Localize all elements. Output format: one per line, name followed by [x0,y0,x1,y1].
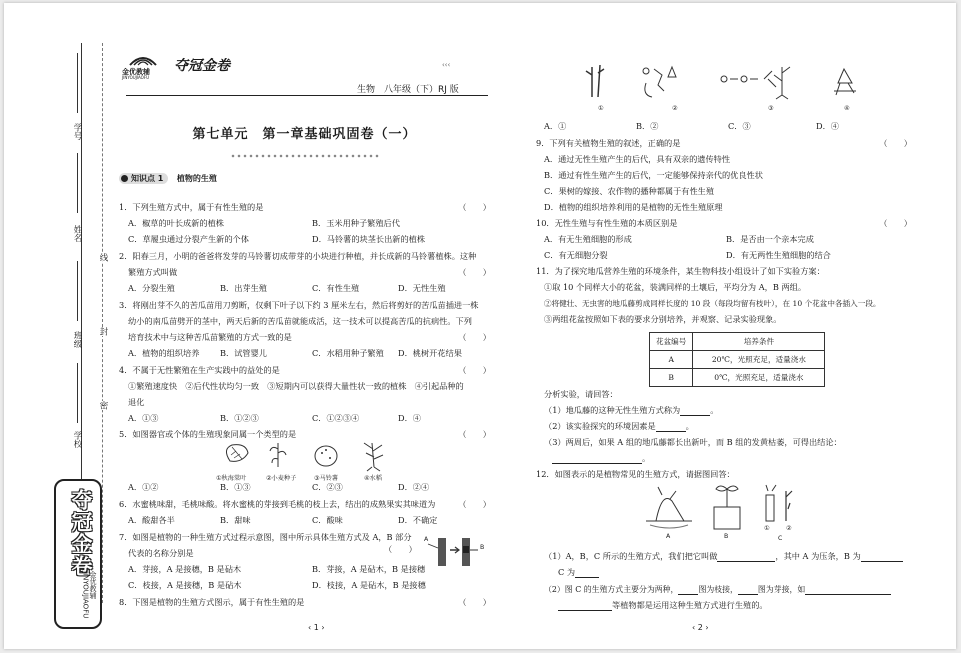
q7-option-b[interactable]: B．芽接，A 是砧木，B 是接穗 [312,564,426,574]
q11-step-3: ③两组花盆按照如下表的要求分别培养，并观察、记录实验现象。 [544,314,782,324]
cut-line [102,43,103,603]
exam-spread [4,3,956,649]
q8-plants-icon [572,61,872,105]
q6-option-a[interactable]: A．酸甜各半 [128,515,175,525]
knowledge-point [119,173,217,184]
q11-answer-2-text: （2）该实验探究的环境因素是 [544,421,656,431]
q1-stem: 1．下列生殖方式中，属于有性生殖的是 [119,202,264,212]
q8-fig-1: ① [598,105,604,112]
label-xuexiao: 学校 [72,431,82,448]
q7-figure [424,530,490,572]
header-rule [126,95,488,96]
q12-label-a: A [666,533,671,540]
q5-option-b[interactable]: B．①③ [220,482,251,492]
q11-answer-1-text: （1）地瓜藤的这种无性生殖方式称为 [544,405,681,415]
q11-answer-3-end: 。 [642,453,651,463]
q5-option-a[interactable]: A．①② [128,482,159,492]
q8-fig-2: ② [672,105,678,112]
q4-statements-2: 退化 [128,397,145,407]
q9-stem: 9．下列有关植物生殖的叙述，正确的是 [536,138,681,148]
q8-option-d[interactable]: D．④ [816,121,839,131]
q12-blank-1[interactable] [717,553,775,562]
q6-option-d[interactable]: D．不确定 [398,515,438,525]
q9-option-a[interactable]: A．通过无性生殖产生的后代，具有双亲的遗传特性 [544,154,731,164]
seal-mi: 密 [98,401,108,410]
brand-pinyin: JINYOUJIAOFU [122,75,150,80]
series-name: 夺冠金卷 [174,58,230,74]
q3-paren[interactable]: （ ） [458,332,491,342]
q2-stem-2: 繁殖方式叫做 [128,267,178,277]
q12-answer-2-text-2: 图为枝接， [698,585,738,594]
q11-answer-1-end: 。 [710,405,719,415]
page-title: 第七单元 第一章基础巩固卷（一） [192,127,417,142]
q4-paren[interactable]: （ ） [458,365,491,375]
page-number-right-value: 2 [697,623,703,632]
q5-plants-icon [212,439,402,473]
q12-answer-2-text-4: 等植物都是运用这种生殖方式进行生殖的。 [612,600,768,610]
q11-answer-3-line [552,453,650,464]
q10-paren[interactable]: （ ） [879,218,912,228]
q11-ask: 分析实验，请回答： [544,389,618,399]
q12-blank-6[interactable] [805,586,891,595]
q12-stem: 12．如图表示的是植物常见的生殖方式，请据图回答： [536,469,735,479]
q2-paren[interactable]: （ ） [458,267,491,277]
q6-option-b[interactable]: B．甜味 [220,515,251,525]
q12-label-b: B [724,533,729,540]
q1-option-d[interactable]: D．马铃薯的块茎长出新的植株 [312,234,426,244]
table-row [650,351,825,369]
q12-answer-2-text-3: 图为芽接，如 [757,585,806,594]
table-header-cell: 花盆编号 [650,333,693,351]
q4-option-b[interactable]: B．①②③ [220,413,259,423]
q10-option-c[interactable]: C．有无细胞分裂 [544,250,608,260]
blank-banji [77,261,78,321]
page-number-right: ‹ 2 › [692,623,709,632]
q9-option-d[interactable]: D．植物的组织培养利用的是植物的无性生殖原理 [544,202,723,212]
q12-figure [642,481,812,543]
q7-option-c[interactable]: C．枝接，A 是接穗，B 是砧木 [128,580,242,590]
table-cell: A [650,351,693,369]
q12-answer-1-text-3: C 为 [558,567,576,577]
book-icon [128,47,158,69]
q5-fig-3: ③马铃薯 [314,475,339,482]
q7-option-d[interactable]: D．枝接，A 是砧木，B 是接穗 [312,580,426,590]
blank-xuehao [77,53,78,113]
q7-stem: 7．如图是植物的一种生殖方式过程示意图，图中所示具体生殖方式及 A，B 部分 [119,532,412,542]
q3-stem-3: 培育技术中与这种苦瓜苗繁殖的方式一致的是 [128,332,292,342]
q11-answer-1 [544,405,718,416]
table-header-cell: 培养条件 [693,333,825,351]
knowledge-point-badge: 知识点 1 [119,173,168,184]
q7-paren[interactable]: （ ） [384,544,417,554]
q4-option-c[interactable]: C．①②③④ [312,413,360,423]
q5-fig-1: ①秋海棠叶 [216,475,247,482]
q11-step-2: ②将健壮、无虫害的地瓜藤剪成同样长度的 10 段（每段均留有枝叶），在 10 个花盆中各插入一段。 [544,299,881,308]
q8-option-a[interactable]: A．① [544,121,567,131]
page-number-left-value: 1 [313,623,319,632]
table-row [650,369,825,387]
brand-name: 金优教辅 [122,68,150,76]
q3-option-b[interactable]: B．试管婴儿 [220,348,267,358]
table-header-row [650,333,825,351]
q11-answer-3: （3）两周后，如果 A 组的地瓜藤都长出新叶，而 B 组的发黄枯萎，可得出结论： [544,437,842,447]
q12-blank-2[interactable] [861,553,903,562]
seal-xian: 线 [98,253,108,262]
q5-option-c[interactable]: C．②③ [312,482,343,492]
q2-option-a[interactable]: A．分裂生殖 [128,283,175,293]
q7-label-a: A [424,536,429,543]
q9-option-b[interactable]: B．通过有性生殖产生的后代，一定能够保持亲代的优良性状 [544,170,763,180]
side-logo [54,479,102,629]
q3-option-d[interactable]: D．桃树开花结果 [398,348,462,358]
seal-feng: 封 [98,327,108,336]
q12-answer-1-text: （1）A，B，C 所示的生殖方式，我们把它叫做 [544,551,718,561]
q11-blank-3[interactable] [552,455,642,464]
q12-answer-1-text-2: ，其中 A 为压条，B 为 [775,551,861,561]
q8-option-b[interactable]: B．② [636,121,659,131]
q1-option-a[interactable]: A．椒草的叶长成新的植株 [128,218,224,228]
q12-blank-5[interactable] [738,586,758,595]
label-banji: 班级 [72,331,82,348]
q8-stem: 8．下图是植物的生殖方式图示，属于有性生殖的是 [119,597,305,607]
q12-blank-4[interactable] [678,586,698,595]
q12-label-c: C [778,535,783,542]
q11-blank-1[interactable] [680,407,710,416]
q1-option-c[interactable]: C．草履虫通过分裂产生新的个体 [128,234,249,244]
q12-label-2: ② [786,525,792,532]
q10-stem: 10．无性生殖与有性生殖的本质区别是 [536,218,678,228]
q5-option-d[interactable]: D．②④ [398,482,430,492]
q12-label-1: ① [764,525,770,532]
q12-answer-2 [544,584,891,595]
q2-option-b[interactable]: B．出芽生殖 [220,283,267,293]
q3-option-c[interactable]: C．水稻用种子繁殖 [312,348,384,358]
q8-fig-3: ③ [768,105,774,112]
q2-stem: 2．阳春三月，小明的爸爸将发芽的马铃薯切成带芽的小块进行种植，并长成新的马铃薯植株。这种 [119,251,477,261]
q6-paren[interactable]: （ ） [458,499,491,509]
q7-option-a[interactable]: A．芽接，A 是接穗，B 是砧木 [128,564,242,574]
table-cell: B [650,369,693,387]
blank-xingming [77,153,78,213]
q5-figure [212,439,402,481]
q12-answer-2b [558,600,768,611]
q8-fig-4: ④ [844,105,850,112]
q12-answer-2-text: （2）图 C 的生殖方式主要分为两种， [544,585,679,594]
q2-option-c[interactable]: C．有性生殖 [312,283,360,293]
side-logo-brand: 金优教辅 JINYOUJIAOFU [81,571,97,619]
q12-answer-1b [558,567,599,578]
q11-step-1: ①取 10 个同样大小的花盆，装满同样的土壤后，平均分为 A，B 两组。 [544,282,807,292]
q3-stem: 3．将刚出芽不久的苦瓜苗用刀剪断，仅剩下叶子以下约 3 厘米左右，然后将剪好的苦瓜苗插进一株 [119,300,479,310]
q1-paren[interactable]: （ ） [458,202,491,212]
q10-option-b[interactable]: B．是否由一个亲本完成 [726,234,814,244]
label-xingming: 姓名 [72,225,82,242]
q7-stem-2: 代表的名称分别是 [128,548,194,558]
q11-stem: 11．为了探究地瓜营养生殖的环境条件，某生物科技小组设计了如下实验方案： [536,266,825,276]
q4-statements: ①繁殖速度快 ②后代性状均匀一致 ③短期内可以获得大量性状一致的植株 ④引起品种的 [128,381,464,391]
right-page [532,3,952,649]
q4-option-a[interactable]: A．①③ [128,413,159,423]
q9-option-c[interactable]: C．果树的嫁接、农作物的播种都属于有性生殖 [544,186,715,196]
q4-option-d[interactable]: D．④ [398,413,421,423]
q7-label-b: B [480,544,485,551]
q1-option-b[interactable]: B．玉米用种子繁殖后代 [312,218,400,228]
q8-option-c[interactable]: C．③ [728,121,751,131]
q12-blank-7[interactable] [558,602,612,611]
left-page [112,3,497,649]
title-dots [230,153,380,159]
q11-answer-2 [544,421,694,432]
q12-blank-3[interactable] [575,569,599,578]
q8-paren[interactable]: （ ） [458,597,491,607]
q2-option-d[interactable]: D．无性生殖 [398,283,446,293]
q11-blank-2[interactable] [656,423,686,432]
q5-fig-4: ④水稻 [364,475,382,482]
table-cell: 0℃，光照充足，适量浇水 [693,369,825,387]
q12-answer-1 [544,551,903,562]
q10-option-d[interactable]: D．有无两性生殖细胞的结合 [726,250,831,260]
q5-fig-2: ②小麦种子 [266,475,297,482]
q8-figure [572,61,872,117]
culture-table [649,332,825,387]
label-xuehao: 学号 [72,123,82,140]
subject-grade: 生物 八年级（下）RJ 版 [357,85,459,95]
q3-stem-2: 幼小的南瓜苗劈开的茎中，两天后新的苦瓜苗就能成活，这一技术可以提高苦瓜的抗病性。下列 [128,316,472,326]
table-cell: 20℃，光照充足，适量浇水 [693,351,825,369]
binding-margin [4,3,112,649]
q3-option-a[interactable]: A．植物的组织培养 [128,348,200,358]
q6-stem: 6．水蜜桃味甜，毛桃味酸。将水蜜桃的芽接到毛桃的枝上去，结出的成熟果实其味道为 [119,499,436,509]
q5-stem: 5．如图器官或个体的生殖现象同属一个类型的是 [119,429,297,439]
q11-answer-2-end: 。 [685,421,694,431]
q10-option-a[interactable]: A．有无生殖细胞的形成 [544,234,632,244]
blank-xuexiao [77,363,78,423]
q5-paren[interactable]: （ ） [458,429,491,439]
q6-option-c[interactable]: C．酸味 [312,515,343,525]
brand-logo [122,47,262,81]
q9-paren[interactable]: （ ） [879,138,912,148]
q4-stem: 4．不属于无性繁殖在生产实践中的益处的是 [119,365,280,375]
side-logo-title: 夺冠金卷 [69,489,93,577]
knowledge-point-title: 植物的生殖 [176,174,217,183]
grafting-icon [424,530,490,572]
page-number-left: ‹ 1 › [308,623,325,632]
header-arrows: ‹‹‹ [442,61,451,69]
